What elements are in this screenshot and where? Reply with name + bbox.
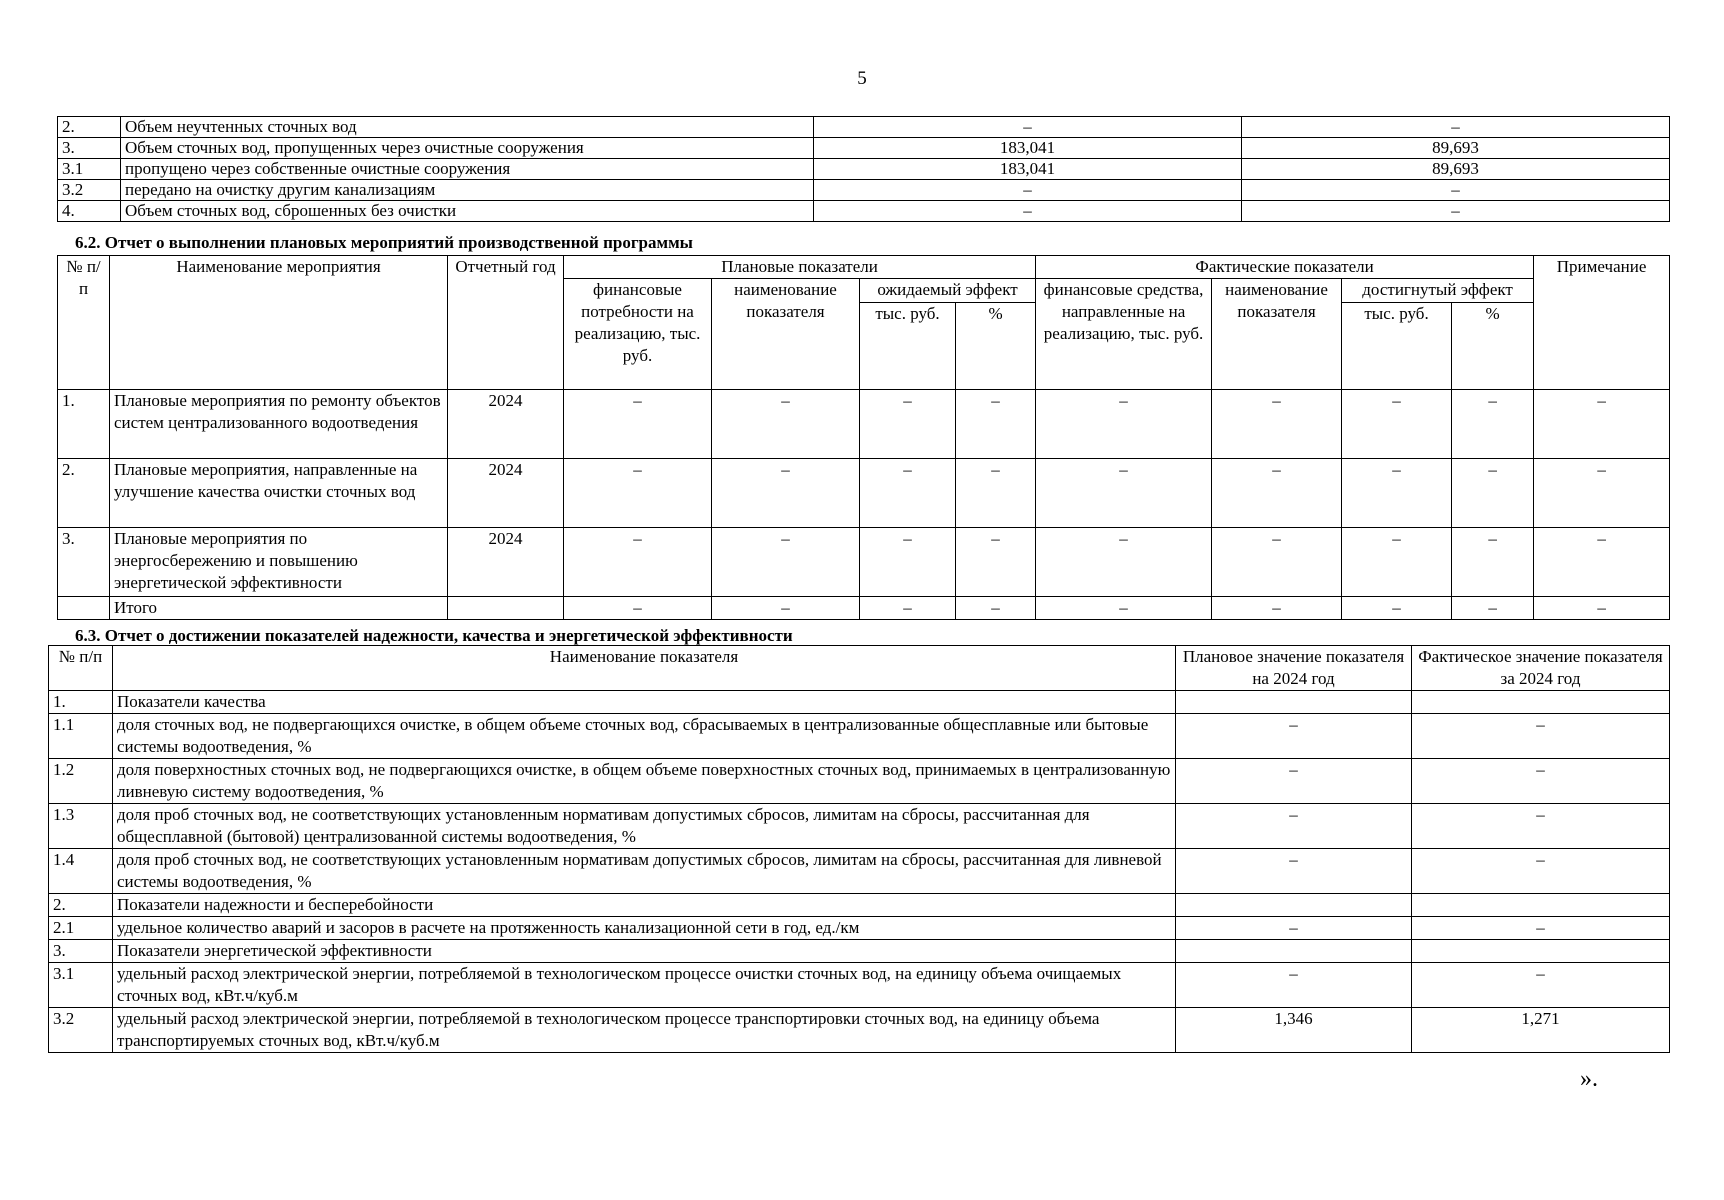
- fact-value: [1412, 894, 1670, 917]
- value-cell: –: [712, 459, 860, 528]
- fact-value: –: [1412, 849, 1670, 894]
- value-cell: –: [1452, 528, 1534, 597]
- table-row: [58, 528, 1670, 597]
- plan-value: –: [1176, 917, 1412, 940]
- value-cell: –: [1036, 459, 1212, 528]
- value-cell: –: [1036, 597, 1212, 620]
- row-number: 2.: [58, 459, 110, 528]
- row-number: 3.: [58, 528, 110, 597]
- indicator-name: Показатели надежности и бесперебойности: [113, 894, 1176, 917]
- fact-value: –: [1412, 917, 1670, 940]
- header-thousand-rub-actual: тыс. руб.: [1342, 303, 1452, 390]
- plan-value: –: [1176, 714, 1412, 759]
- report-year: 2024: [448, 459, 564, 528]
- value-cell: –: [860, 528, 956, 597]
- row-name: передано на очистку другим канализациям: [121, 180, 814, 201]
- row-number: 3.1: [49, 963, 113, 1008]
- indicator-name: доля проб сточных вод, не соответствующих установленным нормативам допустимых сбросов, лимитам на сбросы, рассчитанная для общесплавной (бытовой) централизованной системы водоотведения, %: [113, 804, 1176, 849]
- fact-value: –: [1412, 963, 1670, 1008]
- measure-name: Итого: [110, 597, 448, 620]
- header-planned: Плановые показатели: [564, 256, 1036, 279]
- header-indicator-name-actual: наименование показателя: [1212, 279, 1342, 390]
- plan-value: –: [1176, 849, 1412, 894]
- header-percent-actual: %: [1452, 303, 1534, 390]
- row-number: [58, 597, 110, 620]
- row-value: 183,041: [814, 159, 1242, 180]
- report-year: [448, 597, 564, 620]
- row-number: 1.4: [49, 849, 113, 894]
- closing-quote: ».: [1580, 1066, 1598, 1092]
- value-cell: –: [860, 390, 956, 459]
- value-cell: –: [956, 597, 1036, 620]
- header-num: № п/п: [58, 256, 110, 390]
- measure-name: Плановые мероприятия по энергосбережению и повышению энергетической эффективности: [110, 528, 448, 597]
- table-row: [58, 390, 1670, 459]
- fact-value: –: [1412, 714, 1670, 759]
- row-value: –: [1242, 180, 1670, 201]
- row-number: 2.: [58, 117, 121, 138]
- table-row: [49, 849, 1670, 894]
- table-row: [58, 459, 1670, 528]
- header-expected-effect: ожидаемый эффект: [860, 279, 1036, 303]
- value-cell: –: [1452, 597, 1534, 620]
- header-note: Примечание: [1534, 256, 1670, 390]
- row-value: –: [814, 117, 1242, 138]
- indicator-name: доля поверхностных сточных вод, не подвергающихся очистке, в общем объеме поверхностных сточных вод, принимаемых в централизованную ливневую систему водоотведения, %: [113, 759, 1176, 804]
- value-cell: –: [1212, 459, 1342, 528]
- table-row: [49, 691, 1670, 714]
- value-cell: –: [860, 459, 956, 528]
- row-value: –: [814, 201, 1242, 222]
- value-cell: –: [564, 390, 712, 459]
- value-cell: –: [1534, 390, 1670, 459]
- value-cell: –: [1342, 390, 1452, 459]
- table-row: [49, 759, 1670, 804]
- value-cell: –: [1452, 390, 1534, 459]
- row-number: 3.: [58, 138, 121, 159]
- header-actual: Фактические показатели: [1036, 256, 1534, 279]
- plan-value: [1176, 691, 1412, 714]
- value-cell: –: [564, 459, 712, 528]
- row-number: 4.: [58, 201, 121, 222]
- section-6-2-title: 6.2. Отчет о выполнении плановых мероприятий производственной программы: [75, 233, 693, 252]
- header-fact-value: Фактическое значение показателя за 2024 год: [1412, 646, 1670, 691]
- table-row: [49, 714, 1670, 759]
- table-row: [49, 804, 1670, 849]
- table-row: [49, 917, 1670, 940]
- report-year: 2024: [448, 528, 564, 597]
- table-row: [49, 894, 1670, 917]
- value-cell: –: [1212, 390, 1342, 459]
- value-cell: –: [1036, 528, 1212, 597]
- row-value: 89,693: [1242, 159, 1670, 180]
- fact-value: –: [1412, 804, 1670, 849]
- header-fin-needs: финансовые потребности на реализацию, тыс. руб.: [564, 279, 712, 390]
- row-number: 1.1: [49, 714, 113, 759]
- value-cell: –: [1212, 528, 1342, 597]
- value-cell: –: [564, 597, 712, 620]
- table-row: [58, 117, 1670, 138]
- row-value: 89,693: [1242, 138, 1670, 159]
- header-percent: %: [956, 303, 1036, 390]
- header-fin-means: финансовые средства, направленные на реализацию, тыс. руб.: [1036, 279, 1212, 390]
- indicator-name: доля проб сточных вод, не соответствующих установленным нормативам допустимых сбросов, лимитам на сбросы, рассчитанная для ливневой системы водоотведения, %: [113, 849, 1176, 894]
- table-row: [58, 597, 1670, 620]
- value-cell: –: [1212, 597, 1342, 620]
- indicator-name: доля сточных вод, не подвергающихся очистке, в общем объеме сточных вод, сбрасываемых в централизованные общесплавные или бытовые системы водоотведения, %: [113, 714, 1176, 759]
- row-value: –: [1242, 201, 1670, 222]
- row-number: 1.: [49, 691, 113, 714]
- value-cell: –: [1036, 390, 1212, 459]
- table-row: [58, 201, 1670, 222]
- fact-value: –: [1412, 759, 1670, 804]
- row-number: 1.3: [49, 804, 113, 849]
- row-value: –: [1242, 117, 1670, 138]
- table-row: [58, 180, 1670, 201]
- indicator-name: удельный расход электрической энергии, потребляемой в технологическом процессе транспортировки сточных вод, на единицу объема транспортируемых сточных вод, кВт.ч/куб.м: [113, 1008, 1176, 1053]
- header-indicator-name: наименование показателя: [712, 279, 860, 390]
- value-cell: –: [1534, 528, 1670, 597]
- table-row: [49, 963, 1670, 1008]
- fact-value: [1412, 940, 1670, 963]
- plan-value: [1176, 894, 1412, 917]
- row-value: 183,041: [814, 138, 1242, 159]
- table-row: [49, 1008, 1670, 1053]
- row-number: 2.1: [49, 917, 113, 940]
- indicator-name: удельный расход электрической энергии, потребляемой в технологическом процессе очистки сточных вод, на единицу объема очищаемых сточных вод, кВт.ч/куб.м: [113, 963, 1176, 1008]
- table-row: [49, 940, 1670, 963]
- plan-value: –: [1176, 804, 1412, 849]
- row-number: 3.1: [58, 159, 121, 180]
- plan-value: [1176, 940, 1412, 963]
- header-year: Отчетный год: [448, 256, 564, 390]
- value-cell: –: [956, 459, 1036, 528]
- row-name: Объем сточных вод, пропущенных через очистные сооружения: [121, 138, 814, 159]
- row-number: 3.2: [58, 180, 121, 201]
- header-indicator-name: Наименование показателя: [113, 646, 1176, 691]
- report-year: 2024: [448, 390, 564, 459]
- measure-name: Плановые мероприятия, направленные на улучшение качества очистки сточных вод: [110, 459, 448, 528]
- row-number: 3.2: [49, 1008, 113, 1053]
- row-number: 3.: [49, 940, 113, 963]
- indicator-name: Показатели качества: [113, 691, 1176, 714]
- table-row: [58, 138, 1670, 159]
- indicators-table: [48, 645, 1670, 1053]
- row-name: пропущено через собственные очистные сооружения: [121, 159, 814, 180]
- header-plan-value: Плановое значение показателя на 2024 год: [1176, 646, 1412, 691]
- value-cell: –: [1534, 459, 1670, 528]
- value-cell: –: [712, 528, 860, 597]
- value-cell: –: [956, 390, 1036, 459]
- plan-value: –: [1176, 759, 1412, 804]
- value-cell: –: [1342, 459, 1452, 528]
- fact-value: 1,271: [1412, 1008, 1670, 1053]
- fact-value: [1412, 691, 1670, 714]
- value-cell: –: [564, 528, 712, 597]
- row-number: 2.: [49, 894, 113, 917]
- header-measure-name: Наименование мероприятия: [110, 256, 448, 390]
- row-number: 1.2: [49, 759, 113, 804]
- row-value: –: [814, 180, 1242, 201]
- header-achieved-effect: достигнутый эффект: [1342, 279, 1534, 303]
- value-cell: –: [1452, 459, 1534, 528]
- measure-name: Плановые мероприятия по ремонту объектов систем централизованного водоотведения: [110, 390, 448, 459]
- row-number: 1.: [58, 390, 110, 459]
- header-thousand-rub: тыс. руб.: [860, 303, 956, 390]
- row-name: Объем неучтенных сточных вод: [121, 117, 814, 138]
- plan-value: 1,346: [1176, 1008, 1412, 1053]
- header-num: № п/п: [49, 646, 113, 691]
- planned-measures-table: [57, 255, 1670, 620]
- value-cell: –: [956, 528, 1036, 597]
- value-cell: –: [860, 597, 956, 620]
- indicator-name: Показатели энергетической эффективности: [113, 940, 1176, 963]
- value-cell: –: [1342, 528, 1452, 597]
- indicator-name: удельное количество аварий и засоров в расчете на протяженность канализационной сети в год, ед./км: [113, 917, 1176, 940]
- value-cell: –: [712, 597, 860, 620]
- value-cell: –: [1534, 597, 1670, 620]
- section-6-3-title: 6.3. Отчет о достижении показателей надежности, качества и энергетической эффективности: [75, 626, 793, 645]
- page-number: 5: [857, 68, 867, 89]
- row-name: Объем сточных вод, сброшенных без очистки: [121, 201, 814, 222]
- plan-value: –: [1176, 963, 1412, 1008]
- table-row: [58, 159, 1670, 180]
- value-cell: –: [712, 390, 860, 459]
- wastewater-volume-table: [57, 116, 1670, 222]
- value-cell: –: [1342, 597, 1452, 620]
